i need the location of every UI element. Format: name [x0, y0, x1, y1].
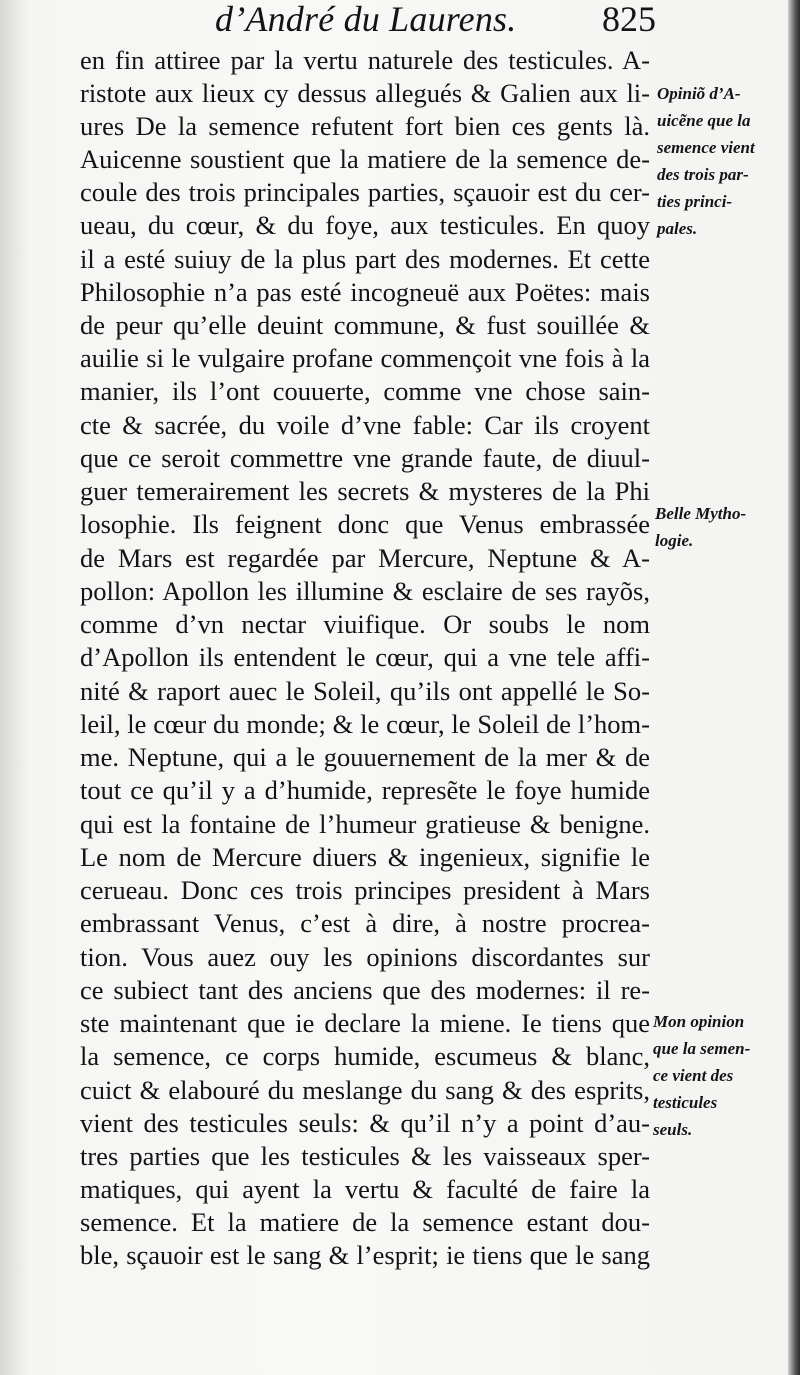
margin-note-line: Belle Mytho-	[655, 504, 747, 523]
text-line: ce subiect tant des anciens que des modernes: il re-	[80, 975, 650, 1005]
text-line: guer temerairement les secrets & mysteres de la Phi	[80, 476, 650, 506]
text-line: de peur qu’elle deuint commune, & fust souillée &	[80, 310, 650, 340]
margin-note-mythology	[655, 500, 795, 554]
text-line: ste maintenant que ie declare la miene. Ie tiens que	[80, 1008, 650, 1038]
margin-note-line: seuls.	[653, 1120, 693, 1139]
margin-note-line: uicẽne que la	[657, 111, 751, 130]
text-line: d’Apollon ils entendent le cœur, qui a vne tele affi-	[80, 642, 650, 672]
text-line: qui est la fontaine de l’humeur gratieuse & benigne.	[80, 809, 650, 839]
text-line: pollon: Apollon les illumine & esclaire de ses rayõs,	[80, 576, 650, 606]
text-line: Auicenne soustient que la matiere de la semence de-	[80, 144, 650, 174]
text-line: cte & sacrée, du voile d’vne fable: Car ils croyent	[80, 410, 650, 440]
margin-note-line: Opiniõ d’A-	[657, 84, 741, 103]
margin-note-line: ce vient des	[653, 1066, 734, 1085]
margin-note-line: que la semen-	[653, 1039, 751, 1058]
text-line: Le nom de Mercure diuers & ingenieux, signifie le	[80, 842, 650, 872]
text-line: ueau, du cœur, & du foye, aux testicules. En quoy	[80, 210, 650, 240]
text-line: de Mars est regardée par Mercure, Neptune & A-	[80, 543, 650, 573]
margin-note-line: logie.	[655, 531, 694, 550]
text-line: en fin attiree par la vertu naturele des testicules. A-	[80, 45, 650, 75]
margin-note-line: des trois par-	[657, 165, 749, 184]
text-line: ures De la semence refutent fort bien ces gents là.	[80, 111, 650, 141]
text-line: que ce seroit commettre vne grande faute, de diuul-	[80, 443, 650, 473]
text-line: tion. Vous auez ouy les opinions discordantes sur	[80, 942, 650, 972]
text-line: tres parties que les testicules & les vaisseaux sper-	[80, 1141, 650, 1171]
text-line: coule des trois principales parties, sçauoir est du cer-	[80, 177, 650, 207]
text-line: vient des testicules seuls: & qu’il n’y a point d’au-	[80, 1108, 650, 1138]
text-line: me. Neptune, qui a le gouuernement de la mer & de	[80, 742, 650, 772]
text-line: ble, sçauoir est le sang & l’esprit; ie tiens que le sang	[80, 1240, 650, 1270]
text-line: semence. Et la matiere de la semence estant dou-	[80, 1207, 650, 1237]
margin-note-line: semence vient	[657, 138, 755, 157]
page-gutter-shadow	[0, 0, 30, 1375]
text-line: la semence, ce corps humide, escumeus & blanc,	[80, 1041, 650, 1071]
text-line: ristote aux lieux cy dessus allegués & Galien aux li-	[80, 78, 650, 108]
page-number: 825	[602, 0, 656, 39]
page-header	[0, 0, 800, 50]
text-line: embrassant Venus, c’est à dire, à nostre procrea-	[80, 908, 650, 938]
margin-note-line: pales.	[657, 219, 698, 238]
margin-note-line: Mon opinion	[653, 1012, 745, 1031]
text-line: Philosophie n’a pas esté incogneuë aux Poëtes: mais	[80, 277, 650, 307]
text-line: tout ce qu’il y a d’humide, represẽte le foye humide	[80, 775, 650, 805]
text-line: losophie. Ils feignent donc que Venus embrassée	[80, 509, 650, 539]
text-line: il a esté suiuy de la plus part des modernes. Et cette	[80, 244, 650, 274]
text-line: cerueau. Donc ces trois principes president à Mars	[80, 875, 650, 905]
text-line: comme d’vn nectar viuifique. Or soubs le nom	[80, 609, 650, 639]
text-line: leil, le cœur du monde; & le cœur, le Soleil de l’hom-	[80, 709, 650, 739]
text-line: cuict & elabouré du meslange du sang & des esprits,	[80, 1075, 650, 1105]
running-head: d’André du Laurens.	[215, 0, 517, 39]
text-line: nité & raport auec le Soleil, qu’ils ont appellé le So-	[80, 676, 650, 706]
text-line: auilie si le vulgaire profane commençoit vne fois à la	[80, 343, 650, 373]
margin-note-line: testicules	[653, 1093, 718, 1112]
margin-note-opinion	[653, 1008, 793, 1143]
margin-note-avicenna	[657, 80, 797, 242]
text-line: manier, ils l’ont couuerte, comme vne chose sain-	[80, 376, 650, 406]
margin-note-line: ties princi-	[657, 192, 733, 211]
text-line: matiques, qui ayent la vertu & faculté de faire la	[80, 1174, 650, 1204]
